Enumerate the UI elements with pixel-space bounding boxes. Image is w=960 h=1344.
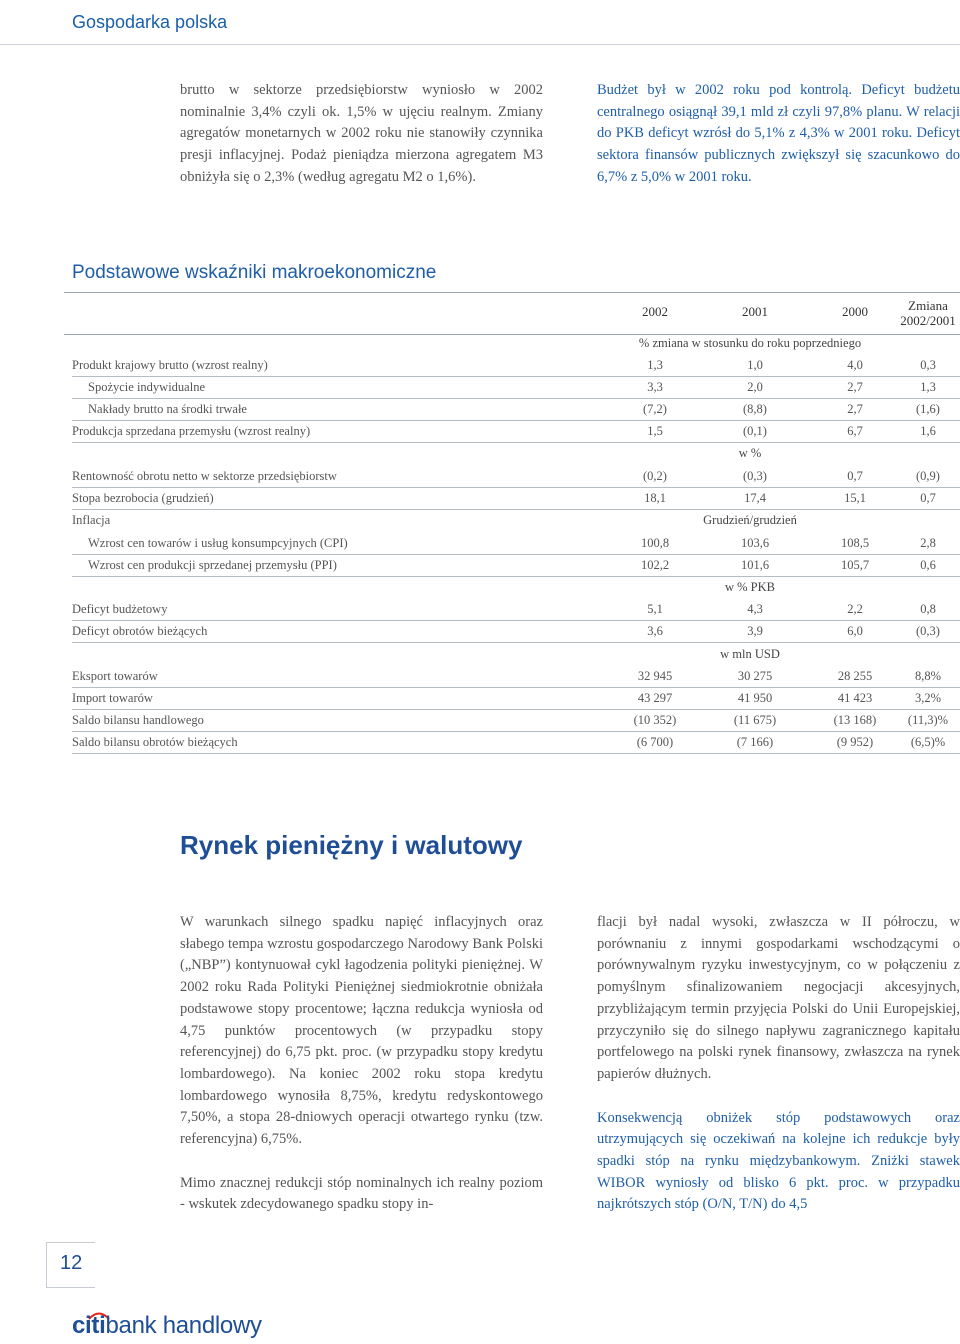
- page-header: [0, 0, 960, 44]
- table-cell: 4,3: [747, 602, 763, 616]
- col-header-2002: 2002: [642, 304, 668, 319]
- unit-label: w %: [738, 446, 762, 460]
- unit-label: w mln USD: [720, 647, 780, 661]
- row-divider: [72, 620, 960, 621]
- table-cell: 41 423: [837, 691, 873, 705]
- row-label: Saldo bilansu handlowego: [72, 713, 204, 727]
- intro-left-column: [180, 80, 543, 189]
- table-cell: 5,1: [647, 602, 663, 616]
- table-cell: 18,1: [644, 491, 666, 505]
- row-label: Eksport towarów: [72, 669, 158, 683]
- row-divider: [72, 731, 960, 732]
- table-cell: 105,7: [840, 558, 870, 572]
- table-cell: 15,1: [844, 491, 866, 505]
- section-left-p1: W warunkach silnego spadku napięć inflacyjnych oraz słabego tempa wzrostu gospodarczego Narodowy Bank Polski („NBP”) kontynuował cykl łagodzenia polityki pieniężnej. W 2002 roku Rada Polityki Pieniężnej siedmiokrotnie obniżała podstawowe stopy procentowe; łączna redukcja wyniosła od 4,75 punktów procentowych (w przypadku stopy referencyjnej) do 6,75 pkt. proc. (w przypadku stopy kredytu lombardowego). Na koniec 2002 roku stopa kredytu lombardowego wynosiła 8,75%, kredytu redyskontowego 7,50%, a stopa 28-dniowych operacji otwartego rynku (tzw. referencyjna) 6,75%.: [180, 914, 543, 1148]
- row-divider: [72, 509, 960, 510]
- table-cell: 3,9: [747, 624, 763, 638]
- section-left-column: [180, 912, 543, 1216]
- table-cell: (9 952): [836, 735, 874, 749]
- table-cell: 8,8%: [914, 669, 942, 683]
- header-title: Gospodarka polska: [72, 12, 228, 32]
- table-cell: 6,7: [847, 424, 863, 438]
- section-right-column: [597, 912, 960, 1216]
- intro-right-text: Budżet był w 2002 roku pod kontrolą. Deficyt budżetu centralnego osiągnął 39,1 mld zł czyli 97,8% planu. W relacji do PKB deficyt wzrósł do 5,1% z 4,3% w 2001 roku. Deficyt sektora finansów publicznych zwiększył się szacunkowo do 6,7% z 5,0% w 2001 roku.: [597, 82, 960, 185]
- unit-label: w % PKB: [724, 580, 775, 594]
- table-cell: 100,8: [640, 536, 670, 550]
- table-cell: 0,3: [920, 358, 936, 372]
- row-divider: [72, 642, 960, 643]
- intro-right-column: [597, 80, 960, 189]
- row-label: Rentowność obrotu netto w sektorze przedsiębiorstw: [72, 469, 337, 483]
- table-cell: (0,9): [916, 469, 940, 483]
- row-label: Saldo bilansu obrotów bieżących: [72, 735, 238, 749]
- table-cell: (6,5)%: [910, 735, 946, 749]
- table-cell: (11,3)%: [907, 713, 949, 727]
- page-number: 12: [60, 1252, 83, 1274]
- table-cell: 17,4: [744, 491, 766, 505]
- row-label: Stopa bezrobocia (grudzień): [72, 491, 214, 505]
- row-divider: [72, 398, 960, 399]
- table-cell: (0,3): [916, 624, 940, 638]
- row-divider: [72, 487, 960, 488]
- subheader: % zmiana w stosunku do roku poprzedniego: [638, 336, 862, 350]
- table-cell: 0,7: [920, 491, 936, 505]
- row-label: Produkcja sprzedana przemysłu (wzrost realny): [72, 424, 311, 438]
- table-cell: 0,6: [920, 558, 936, 572]
- table-cell: 1,5: [647, 424, 663, 438]
- row-divider: [72, 420, 960, 421]
- section-right-p1: flacji był nadal wysoki, zwłaszcza w II półroczu, w porównaniu z innymi gospodarkami wschodzącymi o porównywalnym ryzyku inwestycyjnym, co w połączeniu z pomyślnym sfinalizowaniem negocjacji akcesyjnych, przybliżającym termin przyjęcia Polski do Unii Europejskiej, przyczyniło się do silnego napływu zagranicznego kapitału portfelowego na polski rynek finansowy, zwłaszcza na rynek papierów dłużnych.: [597, 914, 960, 1082]
- table-cell: 3,3: [647, 380, 663, 394]
- section-left-p2: Mimo znacznej redukcji stóp nominalnych ich realny poziom - wskutek zdecydowanego spadku stopy in-: [180, 1174, 543, 1213]
- intro-left-text: brutto w sektorze przedsiębiorstw wyniosło w 2002 nominalnie 3,4% czyli ok. 1,5% w ujęciu realnym. Zmiany agregatów monetarnych w 2002 roku nie stanowiły czynnika presji inflacyjnej. Podaż pieniądza mierzona agregatem M3 obniżyła się o 2,3% (według agregatu M2 o 1,6%).: [180, 82, 543, 185]
- table-cell: 2,7: [847, 380, 863, 394]
- col-header-change: Zmiana 2002/2001: [900, 298, 956, 328]
- table-cell: (0,2): [643, 469, 667, 483]
- table-title-rule: [64, 292, 960, 293]
- section-right-p2: Konsekwencją obniżek stóp podstawowych oraz utrzymujących się oczekiwań na kolejne ich redukcje były spadki stóp na rynku międzybankowym. Zniżki stawek WIBOR wyniosły od blisko 6 pkt. proc. w przypadku najkrótszych stóp (O/N, T/N) do 4,5: [597, 1109, 960, 1213]
- table-cell: 1,0: [747, 358, 763, 372]
- header-rule: [0, 44, 960, 45]
- unit-label: Grudzień/grudzień: [703, 513, 797, 527]
- row-divider: [72, 709, 960, 710]
- row-divider: [72, 554, 960, 555]
- table-cell: 2,8: [920, 536, 936, 550]
- table-cell: 4,0: [847, 358, 863, 372]
- table-cell: 32 945: [637, 669, 673, 683]
- row-divider: [72, 753, 960, 754]
- table-cell: 3,2%: [914, 691, 942, 705]
- citibank-logo: [72, 1312, 262, 1340]
- table-title: Podstawowe wskaźniki makroekonomiczne: [72, 262, 437, 283]
- table-cell: 103,6: [740, 536, 770, 550]
- col-header-2001: 2001: [742, 304, 768, 319]
- table-cell: 43 297: [637, 691, 673, 705]
- table-cell: 6,0: [847, 624, 863, 638]
- row-divider: [72, 442, 960, 443]
- table-cell: (13 168): [833, 713, 877, 727]
- row-label: Produkt krajowy brutto (wzrost realny): [72, 358, 268, 372]
- table-cell: (8,8): [743, 402, 767, 416]
- table-cell: (0,1): [743, 424, 767, 438]
- table-cell: 3,6: [647, 624, 663, 638]
- row-divider: [72, 376, 960, 377]
- section-title: Rynek pieniężny i walutowy: [180, 830, 523, 860]
- row-label: Wzrost cen towarów i usług konsumpcyjnych (CPI): [88, 536, 348, 550]
- logo-citi: citi: [72, 1312, 106, 1339]
- table-cell: 41 950: [737, 691, 773, 705]
- table-cell: 30 275: [737, 669, 773, 683]
- row-label: Deficyt budżetowy: [72, 602, 168, 616]
- row-label: Nakłady brutto na środki trwałe: [88, 402, 247, 416]
- row-label: Inflacja: [72, 513, 111, 527]
- row-label: Wzrost cen produkcji sprzedanej przemysłu (PPI): [88, 558, 337, 572]
- table-cell: 0,7: [847, 469, 863, 483]
- table-cell: 2,2: [847, 602, 863, 616]
- row-label: Spożycie indywidualne: [88, 380, 205, 394]
- table-cell: (11 675): [733, 713, 777, 727]
- table-cell: 28 255: [837, 669, 873, 683]
- table-cell: 2,7: [847, 402, 863, 416]
- table-cell: (0,3): [743, 469, 767, 483]
- table-cell: (6 700): [636, 735, 674, 749]
- row-label: Deficyt obrotów bieżących: [72, 624, 208, 638]
- table-cell: 1,6: [920, 424, 936, 438]
- table-cell: (10 352): [633, 713, 677, 727]
- table-cell: 101,6: [740, 558, 770, 572]
- table-cell: 0,8: [920, 602, 936, 616]
- table-cell: (7,2): [643, 402, 667, 416]
- table-cell: (7 166): [736, 735, 774, 749]
- row-divider: [72, 687, 960, 688]
- table-cell: 2,0: [747, 380, 763, 394]
- table-cell: 1,3: [647, 358, 663, 372]
- logo-bank-handlowy: bank handlowy: [105, 1312, 262, 1339]
- table-cell: 102,2: [640, 558, 670, 572]
- row-divider: [72, 576, 960, 577]
- table-cell: (1,6): [916, 402, 940, 416]
- table-cell: 1,3: [920, 380, 936, 394]
- table-cell: 108,5: [840, 536, 870, 550]
- row-label: Import towarów: [72, 691, 153, 705]
- col-header-2000: 2000: [842, 304, 868, 319]
